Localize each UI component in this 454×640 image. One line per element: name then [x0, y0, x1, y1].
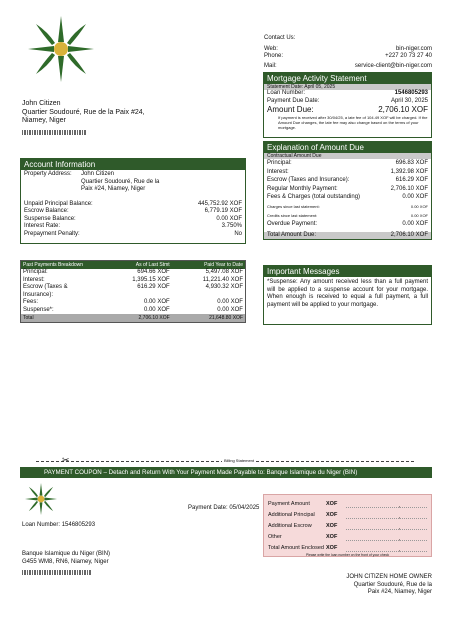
explanation-row [264, 168, 431, 177]
due-date-label: Payment Due Date: [267, 97, 320, 104]
past-cell: 1,395.15 XOF [132, 276, 170, 283]
phone-value: +227 20 73 27 40 [385, 53, 432, 59]
coupon-row-currency: XOF [326, 511, 338, 518]
property-address-label: Property Address: [24, 171, 72, 177]
coupon-row-label: Additional Escrow [268, 522, 312, 529]
past-cell: Fees: [23, 299, 39, 305]
past-total-cell: 2,706.10 XOF [138, 315, 170, 321]
statement-date: Statement Date: April 05, 2025 [264, 84, 431, 90]
recipient-line1: Quartier Soudouré, Rue de la Paix #24, [22, 108, 145, 116]
account-rows [21, 201, 245, 239]
account-row-label: Interest Rate: [24, 223, 61, 229]
coupon-logo [24, 482, 58, 516]
contact-block [264, 35, 432, 70]
phone-label: Phone: [264, 53, 284, 59]
explanation-row [264, 220, 431, 229]
amount-label: Amount Due: [267, 105, 314, 114]
explanation-row-label: Escrow (Taxes and Insurance): [267, 177, 350, 183]
explanation-row [264, 176, 431, 185]
bank-address [22, 551, 110, 575]
past-cell: 616.29 XOF [137, 284, 170, 290]
bank-name: Banque Islamique du Niger (BIN) [22, 551, 111, 557]
loan-number: 1546805293 [394, 90, 428, 96]
account-row-value: 3.750% [221, 223, 242, 229]
past-row [21, 277, 245, 285]
account-row-label: Prepayment Penalty: [24, 230, 80, 237]
past-row [21, 307, 245, 315]
statement-title: Mortgage Activity Statement [264, 73, 431, 84]
homeowner-address [346, 574, 432, 597]
coupon-rows [268, 498, 427, 553]
explanation-row [264, 185, 431, 194]
explanation-row-label: Charges since last statement: [267, 203, 320, 209]
past-cell: Escrow (Taxes & Insurance): [23, 284, 68, 298]
homeowner-line2: Paix #24, Niamey, Niger [367, 589, 432, 595]
past-total-cell: Total [23, 315, 34, 321]
bank-barcode [22, 570, 92, 575]
past-cell: Suspense*: [23, 306, 54, 313]
past-row [21, 299, 245, 307]
coupon-note: Please write the loan number on the front of your check [305, 553, 390, 557]
explanation-row [264, 193, 431, 202]
past-row [21, 269, 245, 277]
recipient-address [22, 100, 145, 135]
explanation-row [264, 159, 431, 168]
coupon-row [268, 542, 427, 553]
explanation-row-value: 0.00 XOF [410, 212, 428, 218]
past-header-cell: Paid Year to Date [204, 262, 243, 268]
account-row [21, 216, 245, 224]
statement-box [263, 72, 432, 138]
past-cell: 5,497.08 XOF [205, 269, 243, 275]
explanation-row-value: 0.00 XOF [402, 220, 428, 227]
account-box [20, 158, 246, 244]
late-fee-note: If payment is received after 30/04/25, a late fee of 104.49 XOF will be charged. If the Amount Due changes, the late fee may also change based on the terms of your mortgage. [278, 115, 428, 130]
coupon-row-label: Additional Principal [268, 511, 315, 518]
past-cell: 0.00 XOF [143, 306, 170, 313]
account-row-label: Escrow Balance: [24, 208, 69, 214]
homeowner-name: JOHN CITIZEN HOME OWNER [346, 574, 432, 580]
account-row [21, 201, 245, 209]
explanation-row-value: 0.00 XOF [402, 194, 428, 200]
messages-box [263, 265, 432, 325]
recipient-line2: Niamey, Niger [22, 117, 66, 124]
decimal-separator: , [398, 535, 401, 542]
coupon-row [268, 498, 427, 509]
coupon-loan-number: Loan Number: 1546805293 [22, 522, 96, 528]
bank-logo [26, 14, 96, 84]
coupon-banner: PAYMENT COUPON – Detach and Return With Your Payment Made Payable to: Banque Islamique du Niger (BIN) [20, 467, 432, 478]
coupon-row [268, 509, 427, 520]
coupon-amount-field[interactable] [346, 544, 427, 552]
account-row-value: No [234, 230, 242, 237]
explanation-row-value: 696.83 XOF [395, 160, 428, 166]
account-row-value: 445,752.92 XOF [197, 200, 242, 207]
past-total-row [21, 314, 245, 322]
explanation-row-value: 0.00 XOF [410, 203, 428, 209]
explanation-sub: Contractual Amount Due [264, 153, 431, 159]
total-due: 2,706.10 XOF [390, 231, 428, 238]
past-header-cell: As of Last Stmt [135, 262, 170, 268]
homeowner-line1: Quartier Soudouré, Rue de la [353, 581, 432, 588]
explanation-row-label: Principal: [267, 160, 292, 166]
past-row [21, 284, 245, 299]
coupon-row-currency: XOF [326, 500, 338, 507]
bank-street: G455 WM8, RN6, Niamey, Niger [22, 558, 109, 565]
coupon-amount-field[interactable] [346, 511, 427, 519]
explanation-row [264, 211, 431, 220]
postal-barcode [22, 130, 87, 135]
coupon-row-currency: XOF [326, 544, 338, 551]
coupon-row [268, 531, 427, 542]
total-due-label: Total Amount Due: [267, 231, 317, 238]
cut-line-label: Billing Statement [224, 458, 255, 463]
scissors-icon: ✂ [62, 455, 70, 465]
property-address-3: Paix #24, Niamey, Niger [81, 186, 146, 192]
past-cell: 694.66 XOF [137, 269, 170, 275]
coupon-amount-field[interactable] [346, 533, 427, 541]
account-row-value: 0.00 XOF [216, 215, 242, 222]
loan-label: Loan Number: [267, 90, 306, 96]
decimal-separator: , [398, 502, 401, 509]
explanation-row-value: 616.29 XOF [395, 177, 428, 183]
account-row [21, 208, 245, 216]
mail-link[interactable]: service-client@bin-niger.com [354, 62, 432, 69]
coupon-form [263, 494, 432, 557]
past-cell: Interest: [23, 276, 45, 283]
explanation-row-label: Overdue Payment: [267, 220, 318, 227]
coupon-row-currency: XOF [326, 533, 338, 540]
coupon-row-label: Payment Amount [268, 500, 310, 507]
decimal-separator: , [398, 524, 401, 531]
coupon-row-label: Other [268, 533, 282, 540]
property-address-2: Quartier Soudouré, Rue de la [81, 178, 160, 185]
recipient-name: John Citizen [22, 100, 61, 107]
explanation-row [264, 202, 431, 211]
account-title: Account Information [21, 159, 245, 170]
amount-due: 2,706.10 XOF [378, 105, 428, 114]
account-row-label: Suspense Balance: [24, 215, 76, 222]
explanation-title: Explanation of Amount Due [264, 142, 431, 153]
web-label: Web: [264, 45, 278, 52]
past-cell: Principal: [23, 269, 48, 275]
coupon-row [268, 520, 427, 531]
decimal-separator: , [398, 513, 401, 520]
contact-title: Contact Us: [264, 35, 296, 41]
past-cell: 11,221.40 XOF [202, 276, 243, 283]
explanation-row-label: Fees & Charges (total outstanding) [267, 194, 361, 200]
mail-label: Mail: [264, 62, 277, 69]
messages-title: Important Messages [264, 266, 431, 277]
past-cell: 0.00 XOF [217, 306, 243, 313]
due-date: April 30, 2025 [390, 97, 428, 104]
property-address-1: John Citizen [81, 171, 115, 177]
past-body [21, 269, 245, 314]
explanation-row-value: 1,392.98 XOF [390, 168, 428, 175]
past-payments-table [20, 260, 246, 323]
past-cell: 0.00 XOF [143, 299, 170, 305]
explanation-row-label: Regular Monthly Payment: [267, 185, 338, 192]
decimal-separator: , [398, 546, 401, 553]
explanation-row-label: Credits since last statement: [267, 212, 318, 218]
explanation-row-value: 2,706.10 XOF [390, 185, 428, 192]
past-header-row [21, 261, 245, 269]
account-row [21, 223, 245, 231]
past-header-cell: Past Payments Breakdown [23, 262, 84, 268]
coupon-row-currency: XOF [326, 522, 338, 529]
web-link[interactable]: bin-niger.com [395, 45, 432, 52]
past-cell: 0.00 XOF [217, 299, 243, 305]
coupon-amount-field[interactable] [346, 500, 427, 508]
account-row-label: Unpaid Principal Balance: [24, 200, 93, 207]
explanation-box [263, 141, 432, 240]
explanation-rows [264, 159, 431, 228]
past-cell: 4,930.32 XOF [205, 284, 243, 290]
account-row [21, 231, 245, 239]
past-total-cell: 21,648.80 XOF [209, 315, 243, 321]
coupon-amount-field[interactable] [346, 522, 427, 530]
coupon-payment-date: Payment Date: 05/04/2025 [188, 505, 260, 511]
explanation-row-label: Interest: [267, 168, 289, 175]
messages-text: *Suspense: Any amount received less than a full payment will be applied to a suspense account for your mortgage. When enough is received to equal a full payment, a full payment will be applied to your mortgage. [267, 279, 428, 308]
coupon-row-label: Total Amount Enclosed [268, 544, 324, 551]
account-row-value: 6,779.19 XOF [204, 208, 242, 214]
